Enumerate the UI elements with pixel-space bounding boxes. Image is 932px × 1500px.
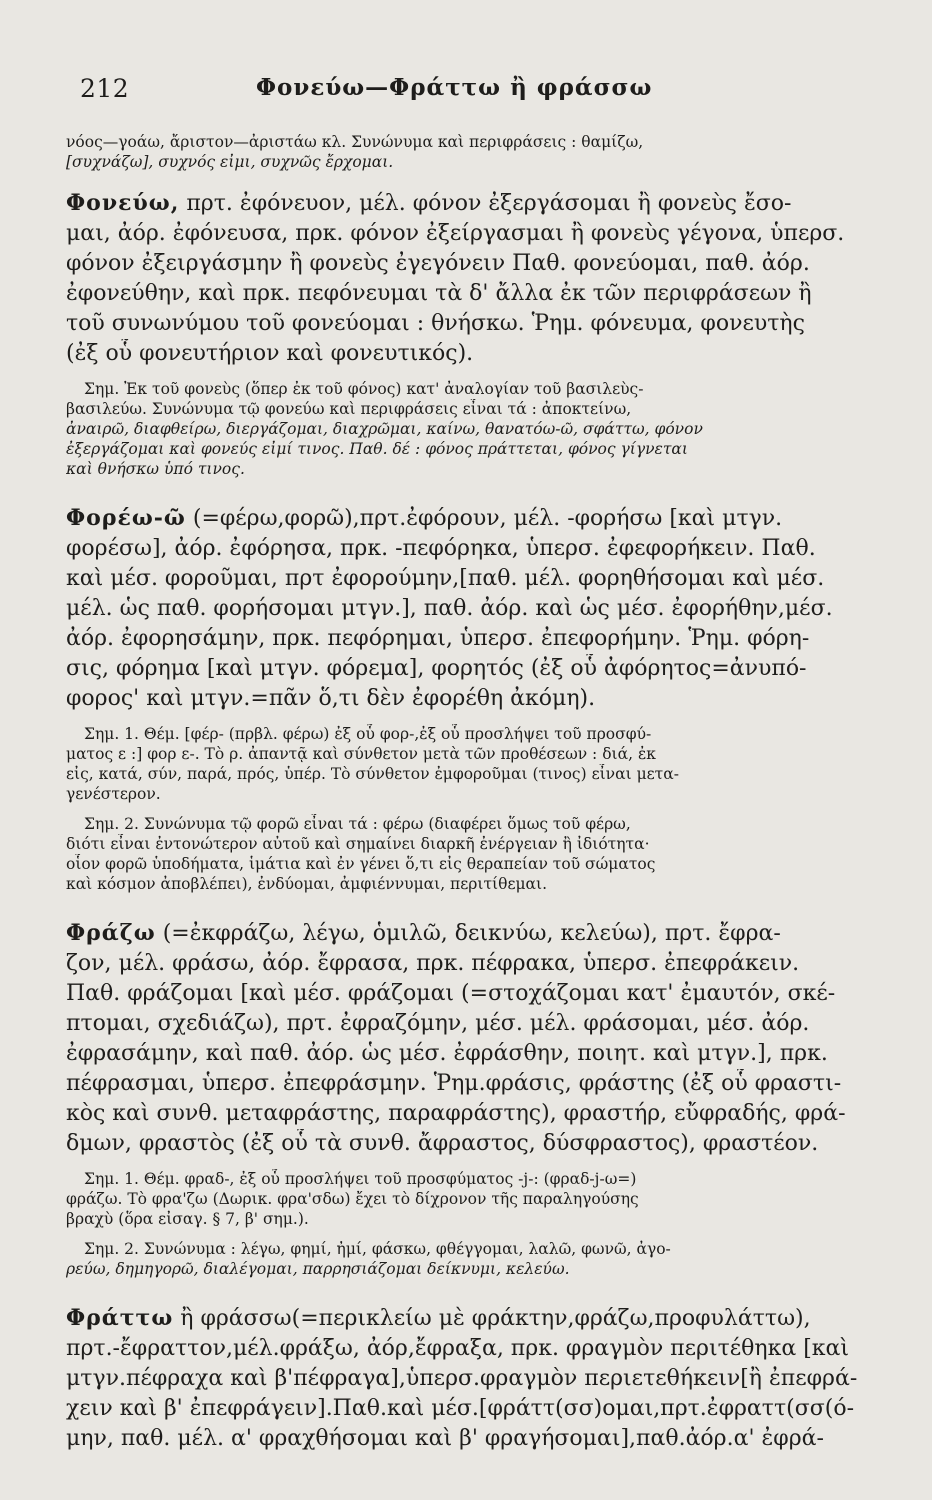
entry-foneuo <box>66 188 868 369</box>
text-line: εἰς, κατά, σύν, παρά, πρός, ὑπέρ. Τὸ σύνθετον ἐμφοροῦμαι (τινος) εἶναι μετα- <box>66 765 679 783</box>
text-line: νόος—γοάω, ἄριστον—ἀριστάω κλ. Συνώνυμα καὶ περιφράσεις : θαμίζω, <box>66 133 644 151</box>
text-line: μαι, ἀόρ. ἐφόνευσα, πρκ. φόνον ἐξείργασμαι ἢ φονεὺς γέγονα, ὑπερσ. <box>66 221 845 246</box>
text-line: καὶ κόσμον ἀποβλέπει), ἐνδύομαι, ἀμφιέννυμαι, περιτίθεμαι. <box>66 875 548 893</box>
lemma-headword: Φονεύω, <box>66 190 180 216</box>
text-line: μην, παθ. μέλ. α' φραχθήσομαι καὶ β' φραγήσομαι],παθ.ἀόρ.α' ἐφρά- <box>66 1426 824 1451</box>
text-line: Σημ. 2. Συνώνυμα : λέγω, φημί, ἠμί, φάσκω, φθέγγομαι, λαλῶ, φωνῶ, ἀγο- <box>84 1240 671 1258</box>
text-line: οἷον φορῶ ὑποδήματα, ἱμάτια καὶ ἐν γένει ὅ,τι εἰς θεραπείαν τοῦ σώματος <box>66 855 656 873</box>
text-line: ἀναιρῶ, διαφθείρω, διεργάζομαι, διαχρῶμαι, καίνω, θανατόω-ῶ, σφάττω, φόνον <box>66 420 703 438</box>
continuation-note <box>66 132 868 172</box>
text-line: φορος' καὶ μτγν.=πᾶν ὅ,τι δὲν ἐφορέθη ἀκόμη). <box>66 686 596 711</box>
text-line: [συχνάζω], συχνός εἰμι, συχνῶς ἔρχομαι. <box>66 153 394 171</box>
text-line: ἀόρ. ἐφορησάμην, πρκ. πεφόρημαι, ὑπερσ. ἐπεφορήμην. Ῥημ. φόρη- <box>66 626 810 651</box>
text-line-rest: ἢ φράσσω(=περικλείω μὲ φράκτην,φράζω,προφυλάττω), <box>173 1306 811 1331</box>
text-line: Παθ. φράζομαι [καὶ μέσ. φράζομαι (=στοχάζομαι κατ' ἐμαυτόν, σκέ- <box>66 981 836 1006</box>
text-line: Σημ. 1. Θέμ. φραδ-, ἐξ οὗ προσλήψει τοῦ προσφύματος -j-: (φραδ-j-ω=) <box>84 1170 637 1188</box>
text-line: (ἐξ οὗ φονευτήριον καὶ φονευτικός). <box>66 341 474 366</box>
lemma-headword: Φράζω <box>66 920 156 946</box>
text-line: ματος ε :] φορ ε-. Τὸ ρ. ἀπαντᾷ καὶ σύνθετον μετὰ τῶν προθέσεων : διά, ἐκ <box>66 745 656 763</box>
entry-foreo <box>66 503 868 714</box>
note-foreo-1 <box>66 724 868 804</box>
note-foreo-2 <box>66 814 868 894</box>
text-line: καὶ μέσ. φοροῦμαι, πρτ ἐφορούμην,[παθ. μέλ. φορηθήσομαι καὶ μέσ. <box>66 566 825 591</box>
text-line: ἐφονεύθην, καὶ πρκ. πεφόνευμαι τὰ δ' ἄλλα ἐκ τῶν περιφράσεων ἢ <box>66 281 812 306</box>
note-frazo-1 <box>66 1169 868 1229</box>
text-line: γενέστερον. <box>66 785 161 803</box>
text-line-rest: πρτ. ἐφόνευον, μέλ. φόνον ἐξεργάσομαι ἢ φονεὺς ἔσο- <box>179 191 792 216</box>
text-line: βραχὺ (ὅρα εἰσαγ. § 7, β' σημ.). <box>66 1210 309 1228</box>
text-line: πτομαι, σχεδιάζω), πρτ. ἐφραζόμην, μέσ. μέλ. φράσομαι, μέσ. ἀόρ. <box>66 1011 810 1036</box>
text-line: μέλ. ὡς παθ. φορήσομαι μτγν.], παθ. ἀόρ. καὶ ὡς μέσ. ἐφορήθην,μέσ. <box>66 596 833 621</box>
text-line: δμων, φραστὸς (ἐξ οὗ τὰ συνθ. ἄφραστος, δύσφραστος), φραστέον. <box>66 1131 819 1156</box>
text-line: Σημ. 2. Συνώνυμα τῷ φορῶ εἶναι τά : φέρω (διαφέρει ὅμως τοῦ φέρω, <box>84 815 631 833</box>
text-line: ζον, μέλ. φράσω, ἀόρ. ἔφρασα, πρκ. πέφρακα, ὑπερσ. ἐπεφράκειν. <box>66 951 800 976</box>
page-header <box>66 70 868 110</box>
text-line <box>66 918 868 949</box>
text-line <box>66 1303 868 1334</box>
text-line: φορέσω], ἀόρ. ἐφόρησα, πρκ. -πεφόρηκα, ὑπερσ. ἐφεφορήκειν. Παθ. <box>66 536 816 561</box>
running-title: Φονεύω—Φράττω ἢ φράσσω <box>256 74 653 101</box>
text-line-rest: (=φέρω,φορῶ),πρτ.ἐφόρουν, μέλ. -φορήσω [καὶ μτγν. <box>185 506 783 531</box>
text-line <box>66 503 868 534</box>
entry-fratto <box>66 1303 868 1454</box>
text-line: διότι εἶναι ἐντονώτερον αὐτοῦ καὶ σημαίνει διαρκῆ ἐνέργειαν ἢ ἰδιότητα· <box>66 835 650 853</box>
note-frazo-2 <box>66 1239 868 1279</box>
text-line <box>66 188 868 219</box>
lemma-headword: Φράττω <box>66 1305 174 1331</box>
page-number: 212 <box>80 74 130 103</box>
text-line: πέφρασμαι, ὑπερσ. ἐπεφράσμην. Ῥημ.φράσις, φράστης (ἐξ οὗ φραστι- <box>66 1071 842 1096</box>
text-line: ἐξεργάζομαι καὶ φονεύς εἰμί τινος. Παθ. δέ : φόνος πράττεται, φόνος γίγνεται <box>66 440 688 458</box>
text-line: κὸς καὶ συνθ. μεταφράστης, παραφράστης), φραστήρ, εὔφραδής, φρά- <box>66 1101 846 1126</box>
text-line: πρτ.-ἔφραττον,μέλ.φράξω, ἀόρ,ἔφραξα, πρκ. φραγμὸν περιτέθηκα [καὶ <box>66 1336 850 1361</box>
text-line: Σημ. Ἐκ τοῦ φονεὺς (ὅπερ ἐκ τοῦ φόνος) κατ' ἀναλογίαν τοῦ βασιλεὺς- <box>84 380 644 398</box>
text-line: σις, φόρημα [καὶ μτγν. φόρεμα], φορητός (ἐξ οὗ ἀφόρητος=ἀνυπό- <box>66 656 807 681</box>
text-line: βασιλεύω. Συνώνυμα τῷ φονεύω καὶ περιφράσεις εἶναι τά : ἀποκτείνω, <box>66 400 632 418</box>
text-line: καὶ θνήσκω ὑπό τινος. <box>66 460 245 478</box>
text-line: φράζω. Τὸ φρα'ζω (Δωρικ. φρα'σδω) ἔχει τὸ δίχρονον τῆς παραληγούσης <box>66 1190 639 1208</box>
text-line: ρεύω, δημηγορῶ, διαλέγομαι, παρρησιάζομαι δείκνυμι, κελεύω. <box>66 1260 570 1278</box>
lemma-headword: Φορέω-ῶ <box>66 505 186 531</box>
text-line: ἐφρασάμην, καὶ παθ. ἀόρ. ὡς μέσ. ἐφράσθην, ποιητ. καὶ μτγν.], πρκ. <box>66 1041 828 1066</box>
text-line: Σημ. 1. Θέμ. [φέρ- (πρβλ. φέρω) ἐξ οὗ φορ-,ἐξ οὗ προσλήψει τοῦ προσφύ- <box>84 725 652 743</box>
text-line: φόνον ἐξειργάσμην ἢ φονεὺς ἐγεγόνειν Παθ. φονεύομαι, παθ. ἀόρ. <box>66 251 810 276</box>
text-line-rest: (=ἐκφράζω, λέγω, ὁμιλῶ, δεικνύω, κελεύω), πρτ. ἔφρα- <box>155 921 781 946</box>
entry-frazo <box>66 918 868 1159</box>
note-foneuo <box>66 379 868 479</box>
text-line: χειν καὶ β' ἐπεφράγειν].Παθ.καὶ μέσ.[φράττ(σσ)ομαι,πρτ.ἐφραττ(σσ(ό- <box>66 1396 855 1421</box>
text-line: τοῦ συνωνύμου τοῦ φονεύομαι : θνήσκω. Ῥημ. φόνευμα, φονευτὴς <box>66 311 805 336</box>
text-line: μτγν.πέφραχα καὶ β'πέφραγα],ὑπερσ.φραγμὸν περιετεθήκειν[ἢ ἐπεφρά- <box>66 1366 858 1391</box>
